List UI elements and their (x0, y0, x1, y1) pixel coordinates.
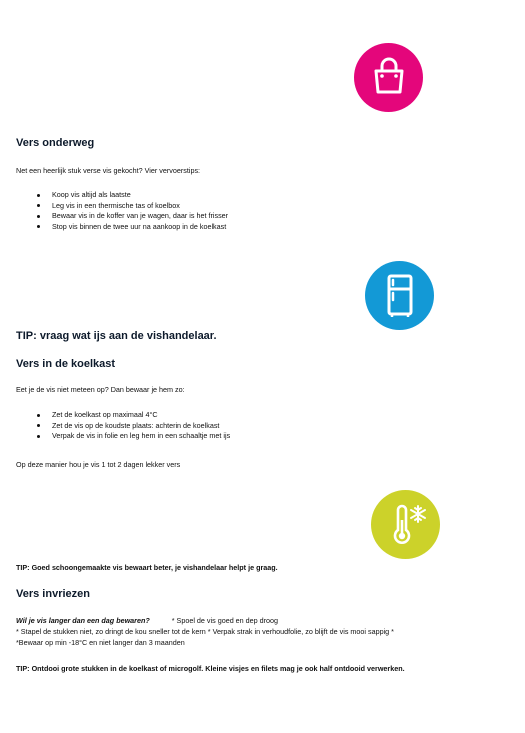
list-item: Leg vis in een thermische tas of koelbox (37, 201, 228, 212)
section-title-vers-in-de-koelkast: Vers in de koelkast (16, 358, 116, 370)
thermometer-icon-circle (371, 490, 440, 559)
shopping-bag-icon (367, 56, 411, 100)
tip-clean-fish: TIP: Goed schoongemaakte vis bewaart beter, je vishandelaar helpt je graag. (16, 563, 278, 572)
list-item: Koop vis altijd als laatste (37, 190, 228, 201)
fridge-tips-list (37, 410, 230, 442)
transport-tips-list (37, 190, 228, 232)
list-item: Stop vis binnen de twee uur na aankoop in de koelkast (37, 222, 228, 233)
section-title-vers-invriezen: Vers invriezen (16, 588, 90, 600)
shopping-bag-icon-circle (354, 43, 423, 112)
freeze-tip-rinse: * Spoel de vis goed en dep droog (171, 616, 279, 625)
list-item: Bewaar vis in de koffer van je wagen, daar is het frisser (37, 211, 228, 222)
freeze-question: Wil je vis langer dan een dag bewaren? (16, 616, 150, 625)
tip-thawing: TIP: Ontdooi grote stukken in de koelkast of microgolf. Kleine visjes en filets mag je ook half ontdooid verwerken. (16, 664, 405, 673)
section-intro: Eet je de vis niet meteen op? Dan bewaar je hem zo: (16, 385, 185, 394)
section-intro: Net een heerlijk stuk verse vis gekocht? Vier vervoerstips: (16, 166, 201, 175)
list-item: Verpak de vis in folie en leg hem in een schaaltje met ijs (37, 431, 230, 442)
section-title-vers-onderweg: Vers onderweg (16, 137, 95, 149)
fridge-icon (378, 272, 422, 320)
tip-ice: TIP: vraag wat ijs aan de vishandelaar. (16, 330, 217, 342)
freeze-line-3: *Bewaar op min -18°C en niet langer dan 3 maanden (16, 638, 185, 647)
list-item: Zet de koelkast op maximaal 4°C (37, 410, 230, 421)
thermometer-snowflake-icon (381, 500, 431, 550)
freeze-line-1 (16, 616, 278, 625)
freeze-line-2: * Stapel de stukken niet, zo dringt de kou sneller tot de kern * Verpak strak in verhoudfolie, zo blijft de vis mooi sappig * (16, 627, 394, 636)
list-item: Zet de vis op de koudste plaats: achterin de koelkast (37, 421, 230, 432)
section-outro: Op deze manier hou je vis 1 tot 2 dagen lekker vers (16, 460, 181, 469)
fridge-icon-circle (365, 261, 434, 330)
